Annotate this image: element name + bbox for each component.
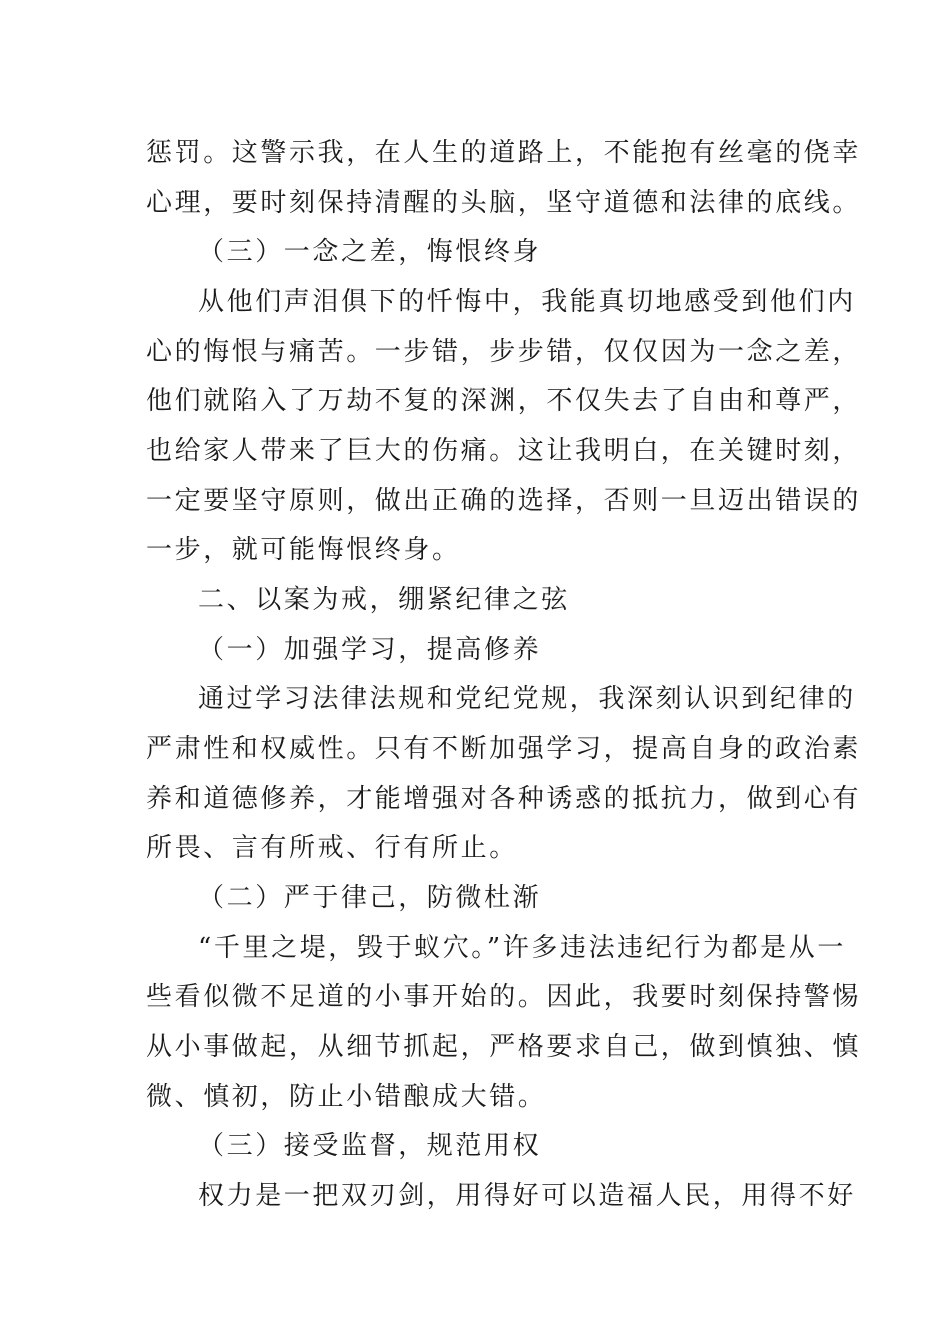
paragraph-first-line: 从他们声泪俱下的忏悔中，我能真切地感受到他们内 [198,287,856,317]
text-line: 从小事做起，从细节抓起，严格要求自己，做到慎独、慎 [146,1032,862,1062]
section-heading: （一）加强学习，提高修养 [198,635,542,665]
text-line: 心理，要时刻保持清醒的头脑，坚守道德和法律的底线。 [146,188,862,218]
section-heading: （三）一念之差，悔恨终身 [198,237,542,267]
text-line: 惩罚。这警示我，在人生的道路上，不能抱有丝毫的侥幸 [146,138,862,168]
text-line: 微、慎初，防止小错酿成大错。 [146,1082,547,1112]
text-line: 养和道德修养，才能增强对各种诱惑的抵抗力，做到心有 [146,784,862,814]
paragraph-first-line: 通过学习法律法规和党纪党规，我深刻认识到纪律的 [198,684,856,714]
paragraph-first-line: 权力是一把双刃剑，用得好可以造福人民，用得不好 [198,1181,856,1211]
text-line: 严肃性和权威性。只有不断加强学习，提高自身的政治素 [146,734,862,764]
text-line: 也给家人带来了巨大的伤痛。这让我明白，在关键时刻， [146,436,862,466]
text-line: 他们就陷入了万劫不复的深渊，不仅失去了自由和尊严， [146,386,862,416]
paragraph-first-line: “千里之堤，毁于蚁穴。”许多违法违纪行为都是从一 [198,933,846,963]
text-line: 所畏、言有所戒、行有所止。 [146,833,518,863]
text-line: 一定要坚守原则，做出正确的选择，否则一旦迈出错误的 [146,486,862,516]
section-heading: （二）严于律己，防微杜渐 [198,883,542,913]
text-line: 一步，就可能悔恨终身。 [146,535,461,565]
chapter-heading: 二、以案为戒，绷紧纪律之弦 [198,585,570,615]
section-heading: （三）接受监督，规范用权 [198,1131,542,1161]
text-line: 心的悔恨与痛苦。一步错，步步错，仅仅因为一念之差， [146,337,862,367]
text-line: 些看似微不足道的小事开始的。因此，我要时刻保持警惕 [146,982,862,1012]
